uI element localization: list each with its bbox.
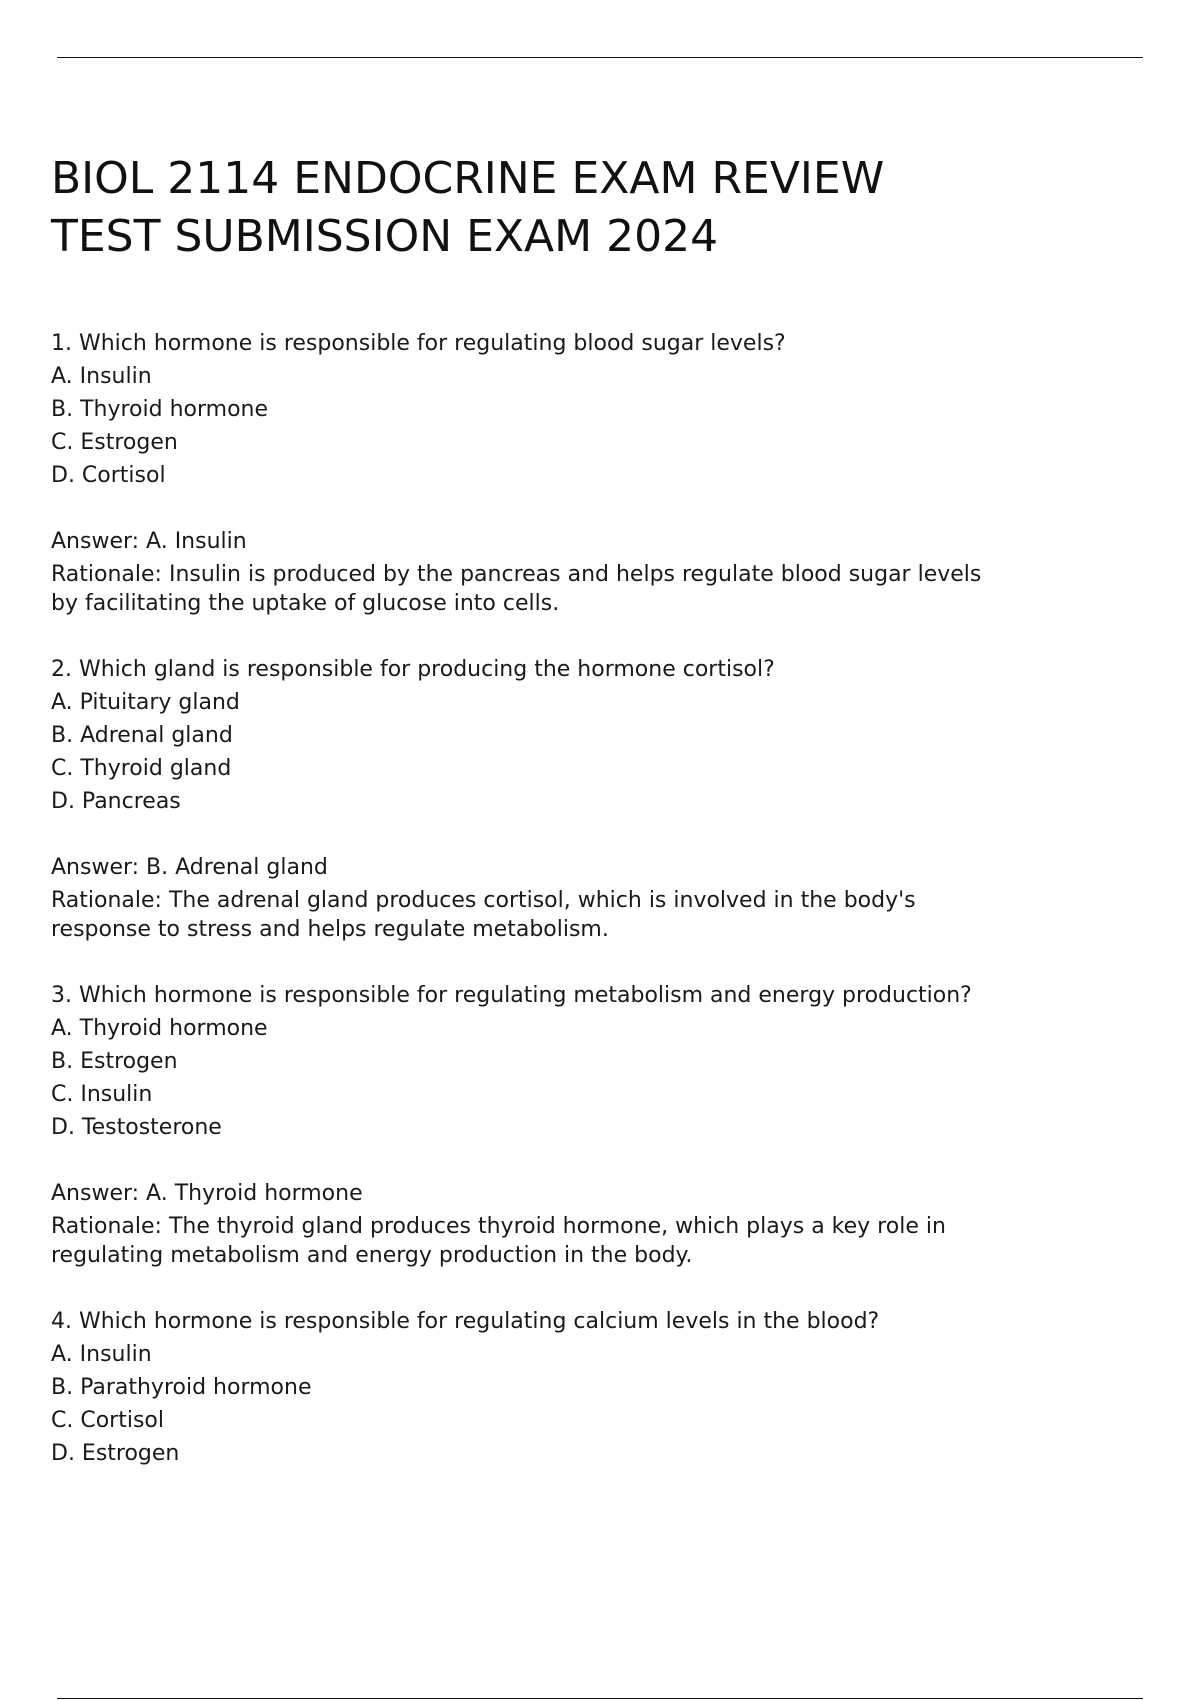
question-2-rationale: Rationale: The adrenal gland produces cortisol, which is involved in the body's response to stress and helps regulate metabolism. [51,888,916,942]
question-1-option-a: A. Insulin [51,364,152,389]
question-1 [51,329,1011,618]
question-4 [51,1307,1011,1468]
title-line-1: BIOL 2114 ENDOCRINE EXAM REVIEW [51,153,885,204]
question-3-option-c: C. Insulin [51,1082,153,1107]
question-2-option-d: D. Pancreas [51,789,181,814]
question-4-text: 4. Which hormone is responsible for regulating calcium levels in the blood? [51,1309,880,1334]
question-2-option-b: B. Adrenal gland [51,723,233,748]
title-line-2: TEST SUBMISSION EXAM 2024 [51,211,719,262]
question-1-option-c: C. Estrogen [51,430,178,455]
document-title [51,150,1051,266]
question-3-option-d: D. Testosterone [51,1115,222,1140]
question-1-answer: Answer: A. Insulin [51,529,247,554]
question-4-option-d: D. Estrogen [51,1441,180,1466]
question-2-text: 2. Which gland is responsible for producing the hormone cortisol? [51,657,775,682]
question-list [51,329,1011,1472]
question-2 [51,655,1011,944]
question-3 [51,981,1011,1270]
question-3-option-b: B. Estrogen [51,1049,178,1074]
question-2-answer: Answer: B. Adrenal gland [51,855,328,880]
question-3-rationale: Rationale: The thyroid gland produces thyroid hormone, which plays a key role in regulating metabolism and energy production in the body. [51,1214,946,1268]
question-1-option-b: B. Thyroid hormone [51,397,269,422]
question-4-option-a: A. Insulin [51,1342,152,1367]
question-3-option-a: A. Thyroid hormone [51,1016,268,1041]
bottom-divider [57,1698,1143,1699]
question-2-option-a: A. Pituitary gland [51,690,240,715]
question-3-text: 3. Which hormone is responsible for regulating metabolism and energy production? [51,983,972,1008]
question-4-option-b: B. Parathyroid hormone [51,1375,312,1400]
question-4-option-c: C. Cortisol [51,1408,164,1433]
question-1-rationale: Rationale: Insulin is produced by the pancreas and helps regulate blood sugar levels by facilitating the uptake of glucose into cells. [51,562,982,616]
question-1-text: 1. Which hormone is responsible for regulating blood sugar levels? [51,331,786,356]
question-1-option-d: D. Cortisol [51,463,166,488]
question-3-answer: Answer: A. Thyroid hormone [51,1181,363,1206]
top-divider [57,57,1143,58]
question-2-option-c: C. Thyroid gland [51,756,232,781]
